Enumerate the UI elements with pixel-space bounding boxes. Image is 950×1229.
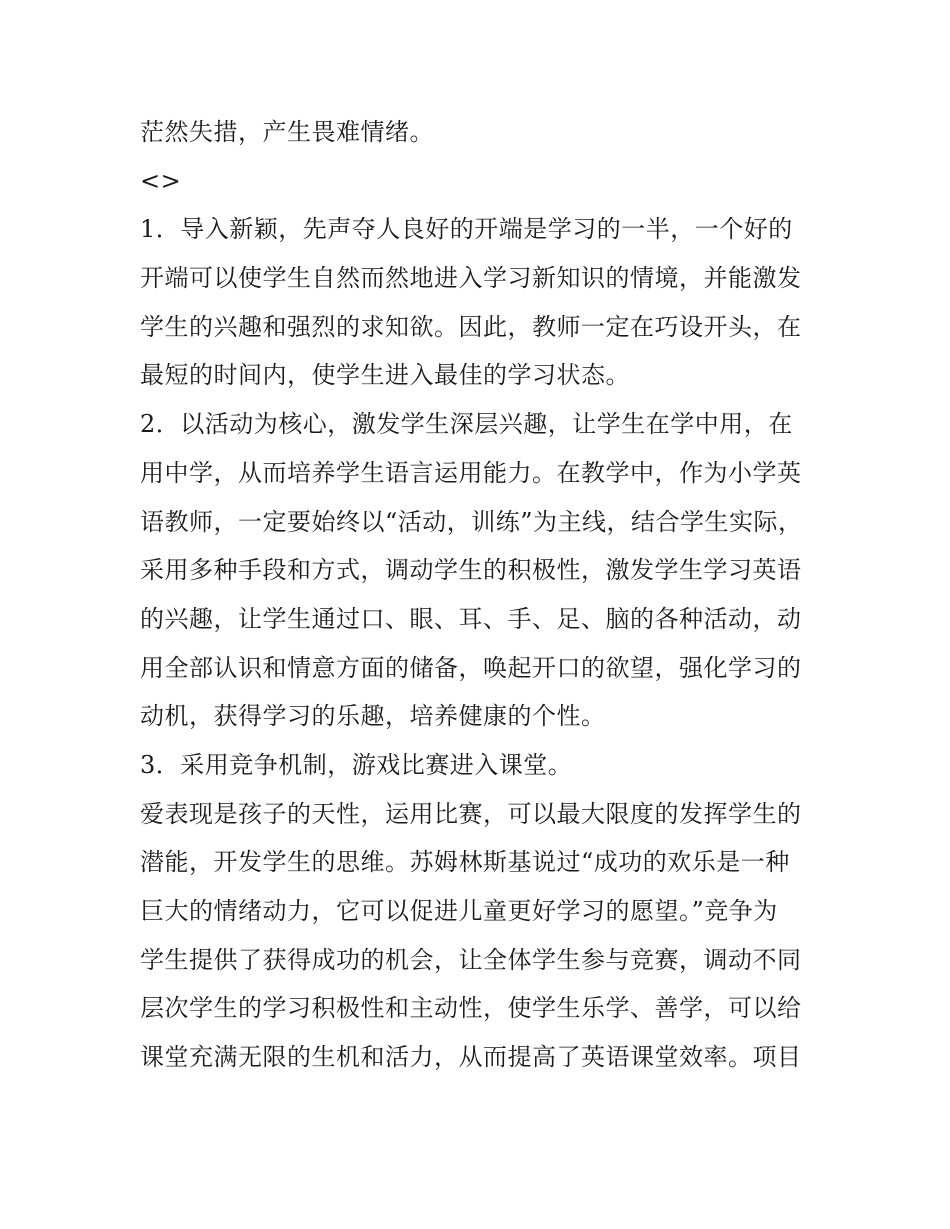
text-line: 最短的时间内，使学生进入最佳的学习状态。 [140, 361, 630, 390]
text-line: 用全部认识和情意方面的储备，唤起开口的欲望，强化学习的 [140, 653, 802, 682]
text-line: 巨大的情绪动力，它可以促进儿童更好学习的愿望。”竞争为 [140, 897, 778, 925]
text-line: 潜能，开发学生的思维。苏姆林斯基说过“成功的欢乐是一种 [140, 848, 790, 877]
text-line: 学生提供了获得成功的机会，让全体学生参与竞赛，调动不同 [140, 945, 802, 974]
text-line: 3．采用竞争机制，游戏比赛进入课堂。 [140, 750, 573, 779]
text-line: 动机，获得学习的乐趣，培养健康的个性。 [140, 702, 606, 731]
text-line: 学生的兴趣和强烈的求知欲。因此，教师一定在巧设开头，在 [140, 312, 802, 341]
text-line: 开端可以使学生自然而然地进入学习新知识的情境，并能激发 [140, 264, 802, 293]
text-line: <> [140, 166, 182, 195]
text-line: 茫然失措，产生畏难情绪。 [140, 118, 434, 146]
text-line: 的兴趣，让学生通过口、眼、耳、手、足、脑的各种活动，动 [140, 604, 802, 633]
text-line: 用中学，从而培养学生语言运用能力。在教学中，作为小学英 [140, 458, 802, 487]
document-body [140, 108, 820, 1082]
text-line: 爱表现是孩子的天性，运用比赛，可以最大限度的发挥学生的 [140, 799, 802, 828]
text-line: 课堂充满无限的生机和活力，从而提高了英语课堂效率。项目 [140, 1043, 802, 1072]
text-line: 1．导入新颖，先声夺人良好的开端是学习的一半，一个好的 [140, 215, 793, 244]
text-line: 层次学生的学习积极性和主动性，使学生乐学、善学，可以给 [140, 994, 802, 1023]
text-line: 2．以活动为核心，激发学生深层兴趣，让学生在学中用，在 [140, 410, 793, 439]
text-line: 采用多种手段和方式，调动学生的积极性，激发学生学习英语 [140, 556, 802, 585]
text-line: 语教师，一定要始终以“活动，训练”为主线，结合学生实际， [140, 507, 803, 536]
